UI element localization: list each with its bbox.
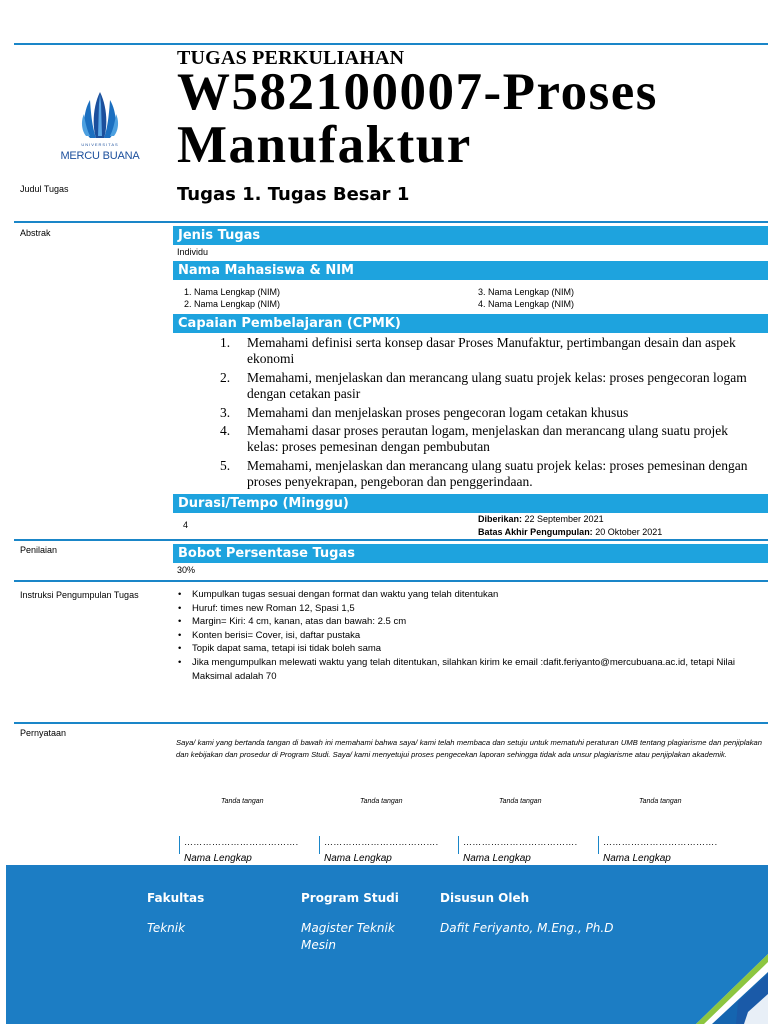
section-rule-abstrak xyxy=(14,221,768,223)
logo-university-name: MERCU BUANA xyxy=(60,150,140,162)
instruksi-item: • Jika mengumpulkan melewati waktu yang telah ditentukan, silahkan kirim ke email :dafit.feriyanto@mercubuana.ac.id, tetapi Nilai Maksimal adalah 70 xyxy=(178,656,763,683)
course-title: W582100007-Proses Manufaktur xyxy=(177,63,658,174)
batas-akhir-value: 20 Oktober 2021 xyxy=(592,527,663,537)
signature-divider xyxy=(458,836,459,854)
student-entry: 3. Nama Lengkap (NIM) xyxy=(478,287,575,297)
signature-divider xyxy=(319,836,320,854)
signature-line: ………………………………. xyxy=(463,837,578,847)
judul-label: Judul Tugas xyxy=(20,184,69,194)
cpmk-item xyxy=(220,335,760,369)
cpmk-number: 2. xyxy=(220,370,231,385)
nama-mahasiswa-header: Nama Mahasiswa & NIM xyxy=(173,261,768,280)
diberikan-label: Diberikan: xyxy=(478,514,523,524)
cpmk-number: 4. xyxy=(220,423,231,438)
section-rule-penilaian xyxy=(14,539,768,541)
signature-divider xyxy=(179,836,180,854)
durasi-value: 4 xyxy=(183,520,189,530)
signature-line: ………………………………. xyxy=(184,837,299,847)
pernyataan-text: Saya/ kami yang bertanda tangan di bawah ini memahami bahwa saya/ kami telah membaca dan setuju untuk mematuhi peraturan UMB tentang plagiarisme dan penjiplakan dan kebijakan dan prosedur di Program Studi. Saya/ kami menyetujui proses pengecekan laporan sehingga tidak ada unsur plagiarisme atau penjiplakan akademik. xyxy=(176,738,762,759)
mercu-buana-emblem-icon xyxy=(52,90,148,142)
diberikan-value: 22 September 2021 xyxy=(522,514,604,524)
instruksi-item: • Huruf: times new Roman 12, Spasi 1,5 xyxy=(178,602,763,616)
logo-university-text: UNIVERSITAS xyxy=(81,142,119,147)
signature-line: ………………………………. xyxy=(603,837,718,847)
cpmk-text: Memahami dasar proses perautan logam, menjelaskan dan merancang ulang suatu projek kelas: proses pemesinan dengan pembubutan xyxy=(247,423,728,454)
cpmk-item xyxy=(220,370,760,404)
corner-decoration-icon xyxy=(678,954,768,1024)
pernyataan-label: Pernyataan xyxy=(20,728,67,738)
signature-name: Nama Lengkap xyxy=(603,853,671,864)
signature-name: Nama Lengkap xyxy=(463,853,531,864)
university-logo xyxy=(52,90,148,166)
cpmk-number: 1. xyxy=(220,335,231,350)
signature-label: Tanda tangan xyxy=(360,798,403,805)
signature-label: Tanda tangan xyxy=(499,798,542,805)
cpmk-header: Capaian Pembelajaran (CPMK) xyxy=(173,314,768,333)
section-rule-pernyataan xyxy=(14,722,768,724)
instruksi-list xyxy=(178,588,763,683)
cpmk-number: 3. xyxy=(220,405,231,420)
batas-akhir-date xyxy=(478,527,662,537)
bobot-value: 30% xyxy=(177,565,196,575)
signature-divider xyxy=(598,836,599,854)
penilaian-label: Penilaian xyxy=(20,545,58,555)
student-entry: 2. Nama Lengkap (NIM) xyxy=(184,299,281,309)
top-rule xyxy=(14,43,768,45)
cpmk-number: 5. xyxy=(220,458,231,473)
signature-line: ………………………………. xyxy=(324,837,439,847)
signature-name: Nama Lengkap xyxy=(324,853,392,864)
signature-label: Tanda tangan xyxy=(221,798,264,805)
cpmk-item xyxy=(220,405,760,423)
instruksi-item: • Konten berisi= Cover, isi, daftar pustaka xyxy=(178,629,763,643)
disusun-label: Disusun Oleh xyxy=(440,891,530,905)
bobot-header: Bobot Persentase Tugas xyxy=(173,544,768,563)
instruksi-item: • Kumpulkan tugas sesuai dengan format dan waktu yang telah ditentukan xyxy=(178,588,763,602)
diberikan-date xyxy=(478,514,604,524)
fakultas-value: Teknik xyxy=(147,921,186,935)
student-entry: 4. Nama Lengkap (NIM) xyxy=(478,299,575,309)
abstrak-label: Abstrak xyxy=(20,228,51,238)
batas-akhir-label: Batas Akhir Pengumpulan: xyxy=(478,527,593,537)
cpmk-item xyxy=(220,458,760,492)
assignment-title: Tugas 1. Tugas Besar 1 xyxy=(177,184,410,205)
section-rule-instruksi xyxy=(14,580,768,582)
student-entry: 1. Nama Lengkap (NIM) xyxy=(184,287,281,297)
instruksi-item: • Margin= Kiri: 4 cm, kanan, atas dan bawah: 2.5 cm xyxy=(178,615,763,629)
signature-label: Tanda tangan xyxy=(639,798,682,805)
jenis-tugas-value: Individu xyxy=(177,247,209,257)
footer-panel xyxy=(6,865,768,1024)
instruksi-label: Instruksi Pengumpulan Tugas xyxy=(20,590,139,600)
instruksi-item: • Topik dapat sama, tetapi isi tidak boleh sama xyxy=(178,642,763,656)
prodi-label: Program Studi xyxy=(301,891,399,905)
cpmk-text: Memahami definisi serta konsep dasar Proses Manufaktur, pertimbangan desain dan aspek ekonomi xyxy=(247,335,736,366)
fakultas-label: Fakultas xyxy=(147,891,205,905)
tugas-label: TUGAS PERKULIAHAN xyxy=(177,47,405,69)
cpmk-text: Memahami, menjelaskan dan merancang ulang suatu projek kelas: proses pengecoran logam dengan cetakan pasir xyxy=(247,370,747,401)
disusun-value: Dafit Feriyanto, M.Eng., Ph.D xyxy=(440,921,614,935)
cpmk-item xyxy=(220,423,760,457)
jenis-tugas-header: Jenis Tugas xyxy=(173,226,768,245)
prodi-value: Magister Teknik Mesin xyxy=(301,921,395,952)
cpmk-text: Memahami dan menjelaskan proses pengecoran logam cetakan khusus xyxy=(247,405,629,420)
durasi-header: Durasi/Tempo (Minggu) xyxy=(173,494,768,513)
cpmk-text: Memahami, menjelaskan dan merancang ulang suatu projek kelas: proses pemesinan dengan proses penyekrapan, pengeboran dan penggerindaan. xyxy=(247,458,748,489)
signature-name: Nama Lengkap xyxy=(184,853,252,864)
